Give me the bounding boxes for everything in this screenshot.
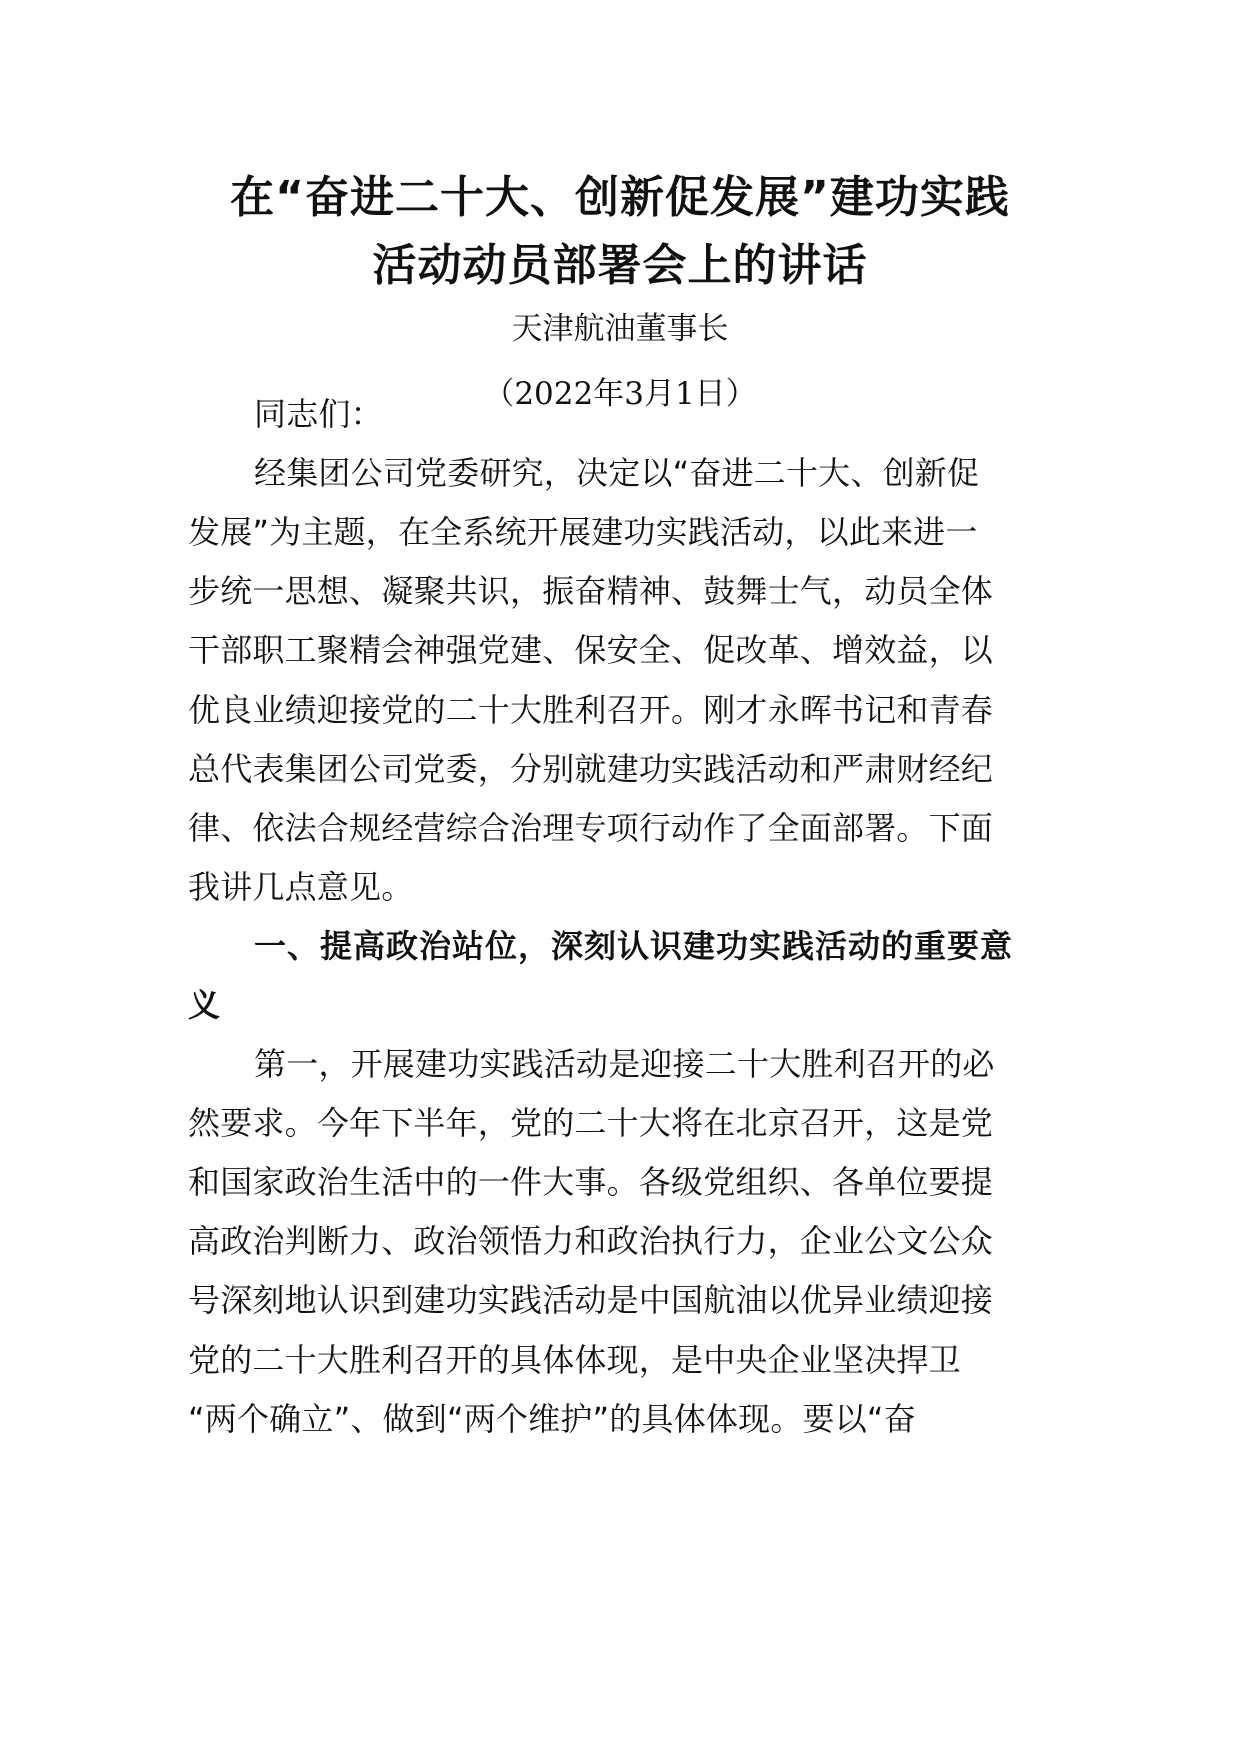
paragraph-1-line: 步统一思想、凝聚共识，振奋精神、鼓舞士气，动员全体 <box>188 572 994 610</box>
date-line: （2022年3月1日） <box>483 376 757 412</box>
paragraph-1-line: 总代表集团公司党委，分别就建功实践活动和严肃财经纪 <box>188 750 994 788</box>
paragraph-1-line: 律、依法合规经营综合治理专项行动作了全面部署。下面 <box>188 809 994 847</box>
paragraph-1-line: 优良业绩迎接党的二十大胜利召开。刚才永晖书记和青春 <box>188 691 994 729</box>
paragraph-1-line: 经集团公司党委研究，决定以“奋进二十大、创新促 <box>254 454 980 492</box>
paragraph-2-line: 然要求。今年下半年，党的二十大将在北京召开，这是党 <box>188 1104 994 1142</box>
paragraph-2-line: 和国家政治生活中的一件大事。各级党组织、各单位要提 <box>188 1163 994 1201</box>
author-line: 天津航油董事长 <box>511 311 729 347</box>
paragraph-2-line: 号深刻地认识到建功实践活动是中国航油以优异业绩迎接 <box>188 1281 994 1319</box>
paragraph-2-line: 高政治判断力、政治领悟力和政治执行力，企业公文公众 <box>188 1222 994 1260</box>
paragraph-1-line: 发展”为主题，在全系统开展建功实践活动，以此来进一 <box>188 513 978 551</box>
section-heading-1-cont: 义 <box>188 986 222 1024</box>
paragraph-1-line: 我讲几点意见。 <box>188 868 414 906</box>
section-heading-1: 一、提高政治站位，深刻认识建功实践活动的重要意 <box>254 927 1014 965</box>
paragraph-2-line: 党的二十大胜利召开的具体体现，是中央企业坚决捍卫 <box>188 1341 961 1379</box>
document-title-line-2: 活动动员部署会上的讲话 <box>372 240 868 291</box>
paragraph-2-line: 第一，开展建功实践活动是迎接二十大胜利召开的必 <box>254 1045 995 1083</box>
greeting: 同志们： <box>254 395 383 433</box>
paragraph-2-line: “两个确立”、做到“两个维护”的具体体现。要以“奋 <box>188 1400 916 1438</box>
paragraph-1-line: 干部职工聚精会神强党建、保安全、促改革、增效益，以 <box>188 631 994 669</box>
document-title-line-1: 在“奋进二十大、创新促发展”建功实践 <box>230 172 1010 223</box>
